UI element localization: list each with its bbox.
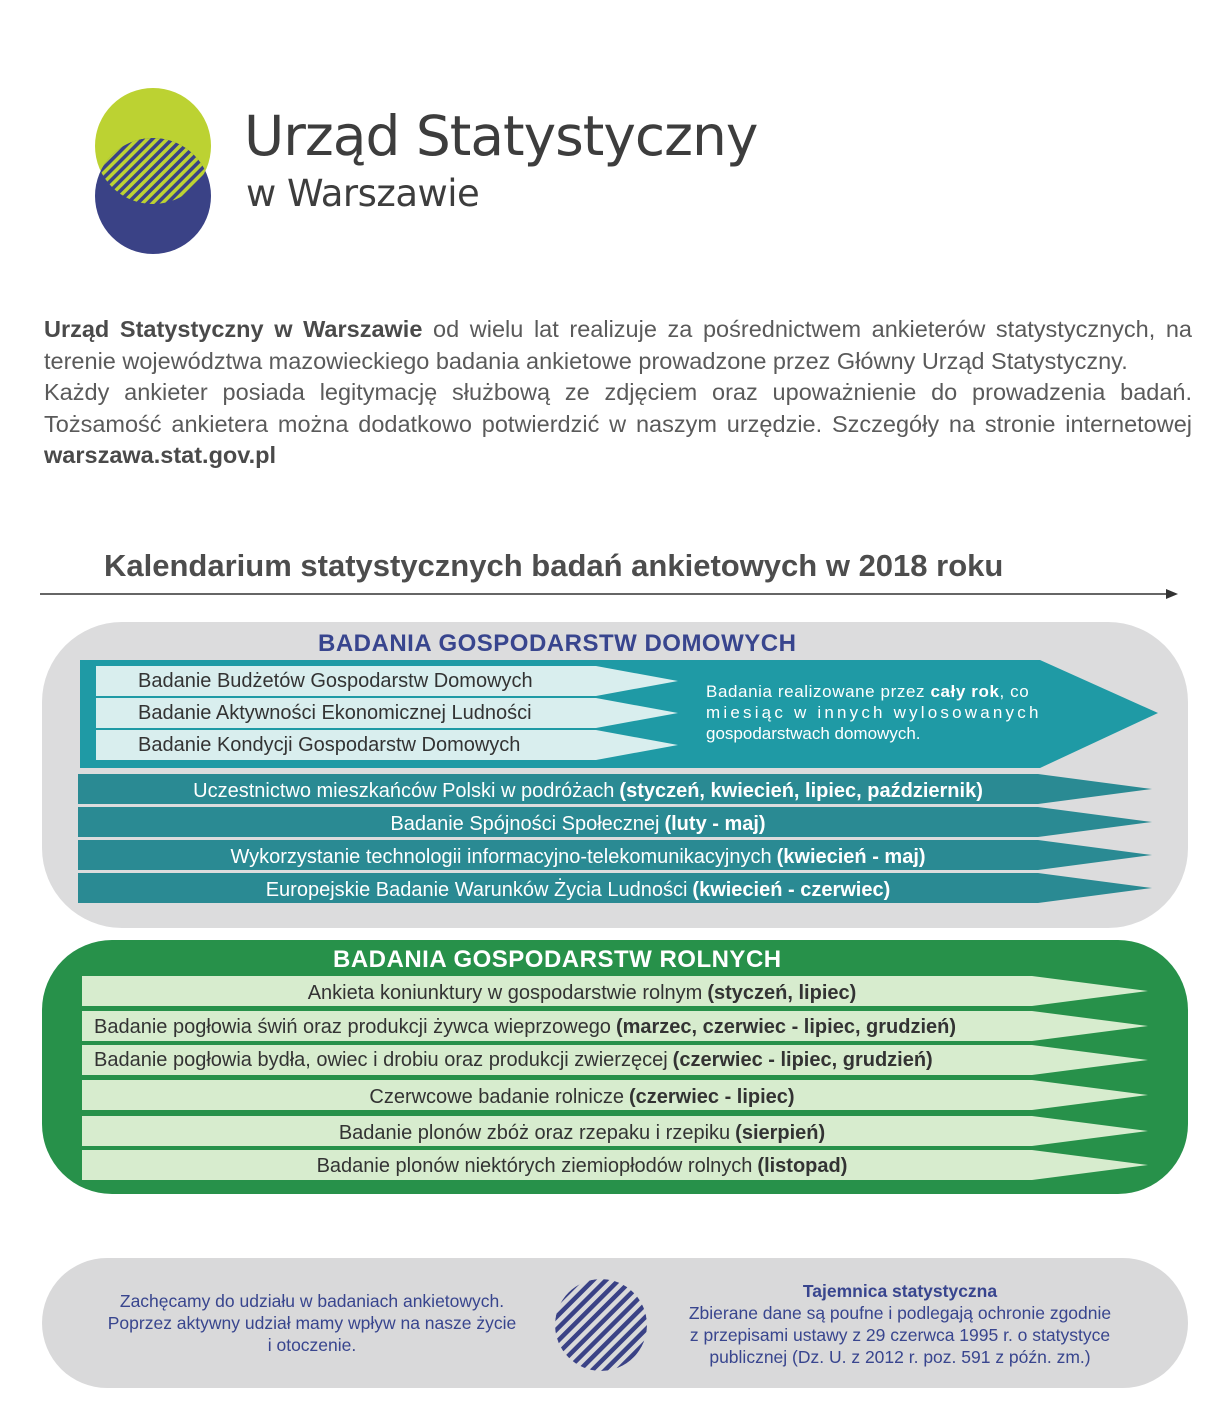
row-period: (kwiecień - czerwiec): [692, 878, 891, 901]
confidentiality-title: Tajemnica statystyczna: [802, 1281, 998, 1301]
row-period: (marzec, czerwiec - lipiec, grudzień): [615, 1015, 957, 1038]
intro-p2-text: Każdy ankieter posiada legitymację służbową ze zdjęciem oraz upoważnienie do prowadzenia badań. Tożsamość ankietera można dodatkowo potwierdzić w naszym urzędzie. Szczegóły na stronie internetowej: [44, 379, 1192, 437]
participation-note: [72, 1290, 552, 1356]
website-link[interactable]: warszawa.stat.gov.pl: [44, 442, 277, 468]
survey-labour: [96, 700, 532, 726]
row-name: Europejskie Badanie Warunków Życia Ludności: [265, 878, 688, 901]
survey-labour-label: Badanie Aktywności Ekonomicznej Ludności: [138, 701, 532, 724]
timeline-arrow: [40, 586, 1180, 602]
farm-row: [82, 978, 1082, 1008]
participation-line: Zachęcamy do udziału w badaniach ankietowych.: [119, 1291, 505, 1311]
household-row: [78, 809, 1078, 839]
intro-paragraph-1: [44, 314, 1192, 377]
org-city: w Warszawie: [246, 172, 480, 215]
note-line-2: miesiąc w innych wylosowanych: [706, 703, 1042, 722]
row-name: Badanie Spójności Społecznej: [390, 812, 660, 835]
note-text-a: Badania realizowane przez: [706, 682, 931, 701]
row-period: (czerwiec - lipiec, grudzień): [672, 1048, 933, 1071]
calendar-title: Kalendarium statystycznych badań ankietowych w 2018 roku: [104, 548, 1004, 583]
farm-row: [82, 1045, 1142, 1075]
household-row: [78, 842, 1078, 872]
row-period: (styczeń, lipiec): [707, 981, 857, 1004]
intro-p1-text: od wielu lat realizuje za pośrednictwem ankieterów statystycznych, na terenie województwa mazowieckiego badania ankietowe prowadzone przez Główny Urząd Statystyczny.: [44, 316, 1192, 374]
row-name: Ankieta koniunktury w gospodarstwie rolnym: [307, 981, 703, 1004]
row-period: (sierpień): [735, 1121, 826, 1144]
year-round-note: [706, 681, 1064, 744]
household-surveys-heading: BADANIA GOSPODARSTW DOMOWYCH: [318, 630, 797, 657]
farm-surveys-heading: BADANIA GOSPODARSTW ROLNYCH: [333, 946, 782, 973]
logo-circles: [92, 88, 216, 254]
survey-condition-label: Badanie Kondycji Gospodarstw Domowych: [138, 733, 521, 756]
note-line-3: gospodarstwach domowych.: [706, 724, 921, 743]
row-name: Uczestnictwo mieszkańców Polski w podróżach: [193, 779, 615, 802]
intro-org-name: Urząd Statystyczny w Warszawie: [44, 316, 423, 342]
row-period: (czerwiec - lipiec): [628, 1085, 795, 1108]
confidentiality-line: z przepisami ustawy z 29 czerwca 1995 r. o statystyce: [689, 1325, 1111, 1345]
participation-line: Poprzez aktywny udział mamy wpływ na nasze życie: [107, 1313, 517, 1333]
confidentiality-line: publicznej (Dz. U. z 2012 r. poz. 591 z późn. zm.): [709, 1347, 1091, 1367]
household-row: [78, 875, 1078, 905]
household-row: [78, 776, 1098, 806]
row-period: (luty - maj): [664, 812, 766, 835]
row-name: Badanie pogłowia bydła, owiec i drobiu oraz produkcji zwierzęcej: [94, 1048, 668, 1071]
row-name: Badanie plonów niektórych ziemiopłodów rolnych: [316, 1154, 753, 1177]
row-name: Wykorzystanie technologii informacyjno-telekomunikacyjnych: [230, 845, 772, 868]
row-period: (kwiecień - maj): [776, 845, 926, 868]
note-line-1: [706, 681, 1064, 702]
intro-paragraph-2: [44, 377, 1192, 472]
participation-line: i otoczenie.: [267, 1335, 357, 1355]
row-name: Badanie plonów zbóż oraz rzepaku i rzepiku: [338, 1121, 731, 1144]
farm-row: [82, 1118, 1082, 1148]
confidentiality-note: [660, 1280, 1140, 1368]
survey-budget: [96, 668, 533, 694]
org-name: Urząd Statystyczny: [244, 104, 758, 168]
survey-budget-label: Badanie Budżetów Gospodarstw Domowych: [138, 669, 533, 692]
survey-condition: [96, 732, 520, 758]
row-name: Badanie pogłowia świń oraz produkcji żywca wieprzowego: [94, 1015, 611, 1038]
confidentiality-line: Zbierane dane są poufne i podlegają ochronie zgodnie: [688, 1303, 1112, 1323]
note-bold: cały rok: [930, 682, 1000, 701]
farm-row: [82, 1082, 1082, 1112]
hatched-circle-icon: [554, 1278, 648, 1372]
intro-text: [44, 314, 1192, 472]
row-name: Czerwcowe badanie rolnicze: [369, 1085, 624, 1108]
farm-row: [82, 1012, 1142, 1042]
note-text-b: , co: [999, 682, 1030, 701]
row-period: (styczeń, kwiecień, lipiec, październik): [619, 779, 983, 802]
row-period: (listopad): [757, 1154, 848, 1177]
farm-row: [82, 1151, 1082, 1181]
